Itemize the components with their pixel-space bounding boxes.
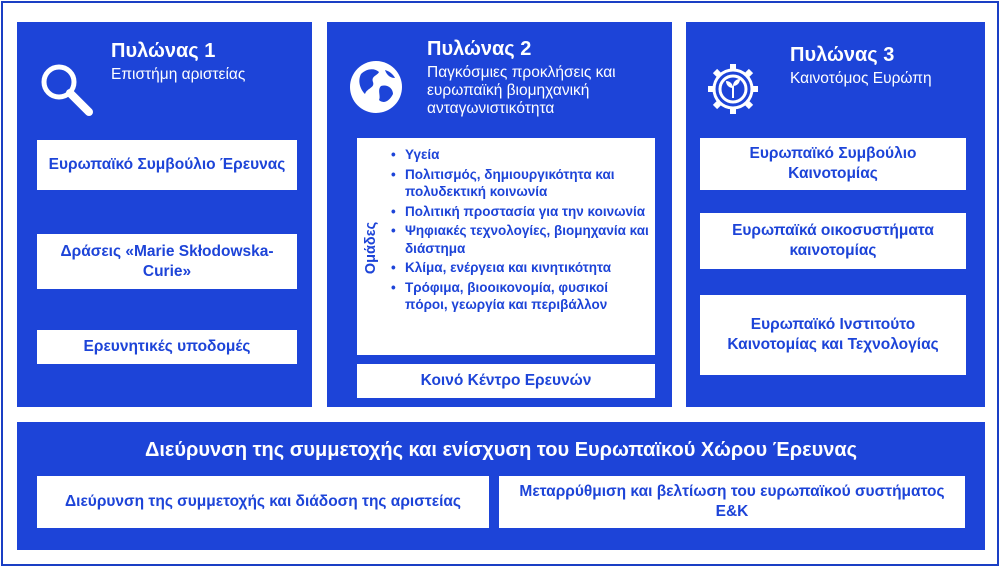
clusters-box: Ομάδες • Υγεία • Πολιτισμός, δημιουργικότητα και πολυδεκτική κοινωνία • Πολιτική προστασία για την κοινωνία • Ψηφιακές τεχνολογίες, βιομηχανία και διάστημα • Κλίμα, ενέργεια και κινητικότητα • Τρόφιμα, βιοοικονομία, φυσικοί πόροι, γεωργία και περιβάλλον	[357, 138, 655, 355]
gear-plant-icon	[704, 60, 762, 118]
cluster-item: • Υγεία	[391, 146, 653, 164]
globe-icon	[347, 58, 405, 116]
pillar-3-subtitle: Καινοτόμος Ευρώπη	[790, 70, 932, 87]
pillar-2-subtitle: Παγκόσμιες προκλήσεις και ευρωπαϊκή βιομηχανική ανταγωνιστικότητα	[427, 64, 616, 117]
pillar-1-subtitle: Επιστήμη αριστείας	[111, 66, 246, 83]
bottom-panel	[17, 422, 985, 550]
magnifier-icon	[37, 60, 95, 118]
pillar-2-title: Πυλώνας 2	[427, 38, 532, 60]
pillar-3-item: Ευρωπαϊκά οικοσυστήματα καινοτομίας	[700, 213, 966, 269]
pillar-3-title: Πυλώνας 3	[790, 44, 895, 66]
pillar-1-item: Δράσεις «Marie Skłodowska-Curie»	[37, 234, 297, 289]
cluster-item: • Πολιτική προστασία για την κοινωνία	[391, 203, 653, 221]
pillar-3-panel	[686, 22, 985, 407]
clusters-list	[391, 146, 653, 316]
pillar-3-item: Ευρωπαϊκό Ινστιτούτο Καινοτομίας και Τεχνολογίας	[700, 295, 966, 375]
cluster-item: • Πολιτισμός, δημιουργικότητα και πολυδεκτική κοινωνία	[391, 166, 653, 201]
bottom-item: Μεταρρύθμιση και βελτίωση του ευρωπαϊκού συστήματος Ε&Κ	[499, 476, 965, 528]
pillar-1-title: Πυλώνας 1	[111, 40, 216, 62]
pillar-2-panel	[327, 22, 672, 407]
pillar-3-item: Ευρωπαϊκό Συμβούλιο Καινοτομίας	[700, 138, 966, 190]
pillar-1-item: Ερευνητικές υποδομές	[37, 330, 297, 364]
cluster-item: • Ψηφιακές τεχνολογίες, βιομηχανία και διάστημα	[391, 222, 653, 257]
pillar-1-panel	[17, 22, 312, 407]
cluster-item: • Τρόφιμα, βιοοικονομία, φυσικοί πόροι, γεωργία και περιβάλλον	[391, 279, 653, 314]
bottom-item: Διεύρυνση της συμμετοχής και διάδοση της αριστείας	[37, 476, 489, 528]
pillar-1-item: Ευρωπαϊκό Συμβούλιο Έρευνας	[37, 140, 297, 190]
jrc-box: Κοινό Κέντρο Ερευνών	[357, 364, 655, 398]
cluster-item: • Κλίμα, ενέργεια και κινητικότητα	[391, 259, 653, 277]
bottom-title: Διεύρυνση της συμμετοχής και ενίσχυση του Ευρωπαϊκού Χώρου Έρευνας	[144, 439, 858, 461]
